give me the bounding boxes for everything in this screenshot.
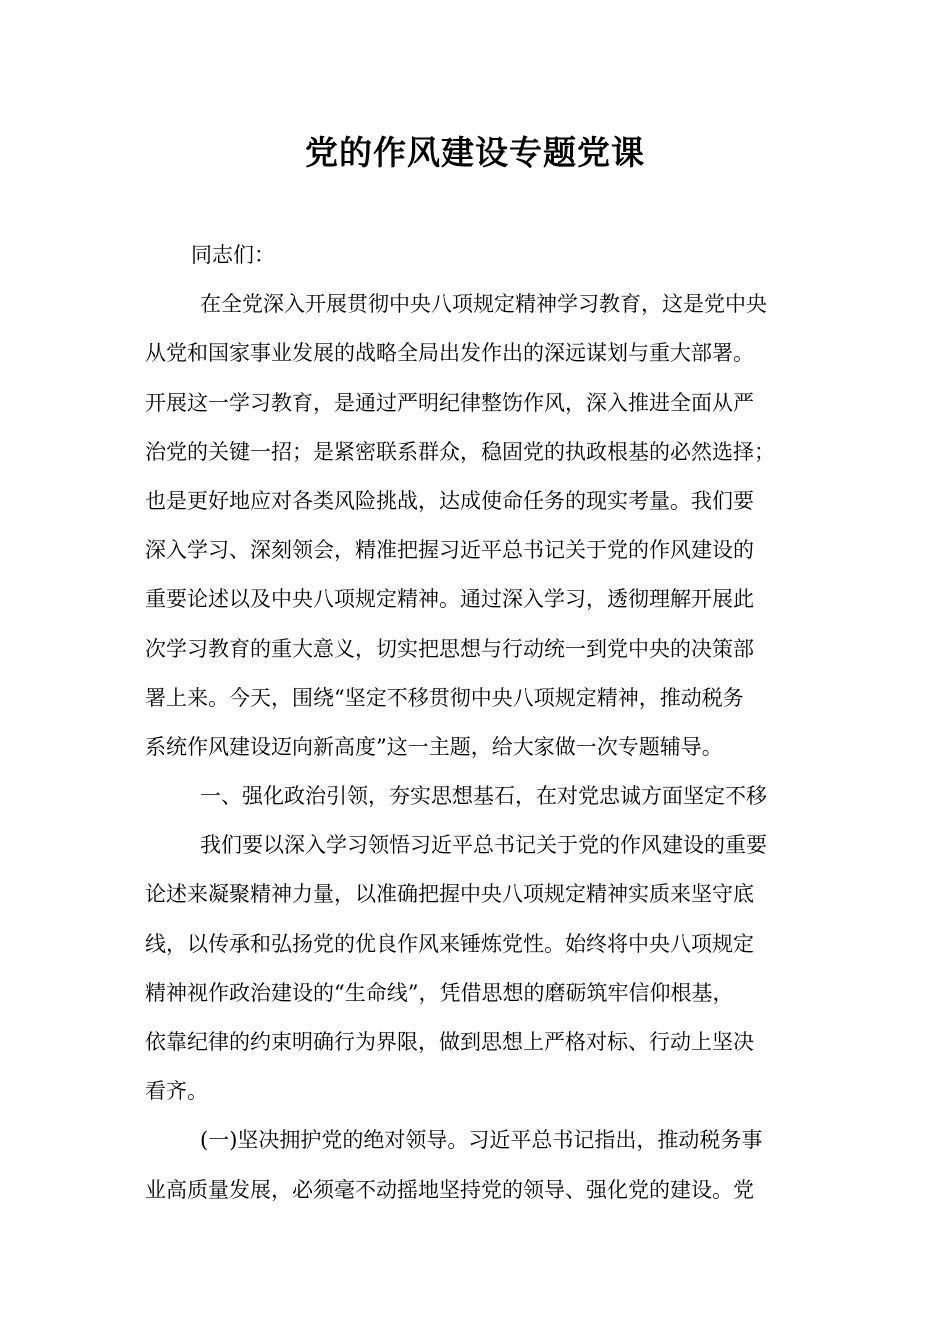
paragraph-line: 治党的关键一招；是紧密联系群众，稳固党的执政根基的必然选择； xyxy=(145,439,775,464)
subsection-line: (一)坚决拥护党的绝对领导。习近平总书记指出，推动税务事 xyxy=(200,1128,763,1153)
paragraph-line: 从党和国家事业发展的战略全局出发作出的深远谋划与重大部署。 xyxy=(145,341,754,366)
paragraph-line: 开展这一学习教育，是通过严明纪律整饬作风，深入推进全面从严 xyxy=(145,390,754,415)
paragraph-line: 署上来。今天，围绕“坚定不移贯彻中央八项规定精神，推动税务 xyxy=(145,685,744,710)
paragraph-line: 线，以传承和弘扬党的优良作风来锤炼党性。始终将中央八项规定 xyxy=(145,931,754,956)
paragraph-line: 次学习教育的重大意义，切实把思想与行动统一到党中央的决策部 xyxy=(145,636,754,661)
paragraph-line: 业高质量发展，必须毫不动摇地坚持党的领导、强化党的建设。党 xyxy=(145,1177,754,1202)
paragraph-line: 深入学习、深刻领会，精准把握习近平总书记关于党的作风建设的 xyxy=(145,538,754,563)
paragraph-line: 系统作风建设迈向新高度”这一主题，给大家做一次专题辅导。 xyxy=(145,734,723,759)
document-body xyxy=(145,231,817,1215)
paragraph-line: 也是更好地应对各类风险挑战，达成使命任务的现实考量。我们要 xyxy=(145,488,754,513)
paragraph-line: 我们要以深入学习领悟习近平总书记关于党的作风建设的重要 xyxy=(200,833,767,858)
document-title: 党的作风建设专题党课 xyxy=(305,133,645,172)
paragraph-line: 依靠纪律的约束明确行为界限，做到思想上严格对标、行动上坚决 xyxy=(145,1030,754,1054)
paragraph-line: 重要论述以及中央八项规定精神。通过深入学习，透彻理解开展此 xyxy=(145,587,754,612)
paragraph-line: 精神视作政治建设的“生命线”，凭借思想的磨砺筑牢信仰根基， xyxy=(145,980,734,1005)
paragraph-line: 看齐。 xyxy=(145,1079,208,1104)
paragraph-line: 在全党深入开展贯彻中央八项规定精神学习教育，这是党中央 xyxy=(200,292,767,317)
section-heading: 一、强化政治引领，夯实思想基石，在对党忠诚方面坚定不移 xyxy=(200,784,767,809)
paragraph-line: 论述来凝聚精神力量，以准确把握中央八项规定精神实质来坚守底 xyxy=(145,882,754,907)
salutation: 同志们： xyxy=(191,243,275,267)
